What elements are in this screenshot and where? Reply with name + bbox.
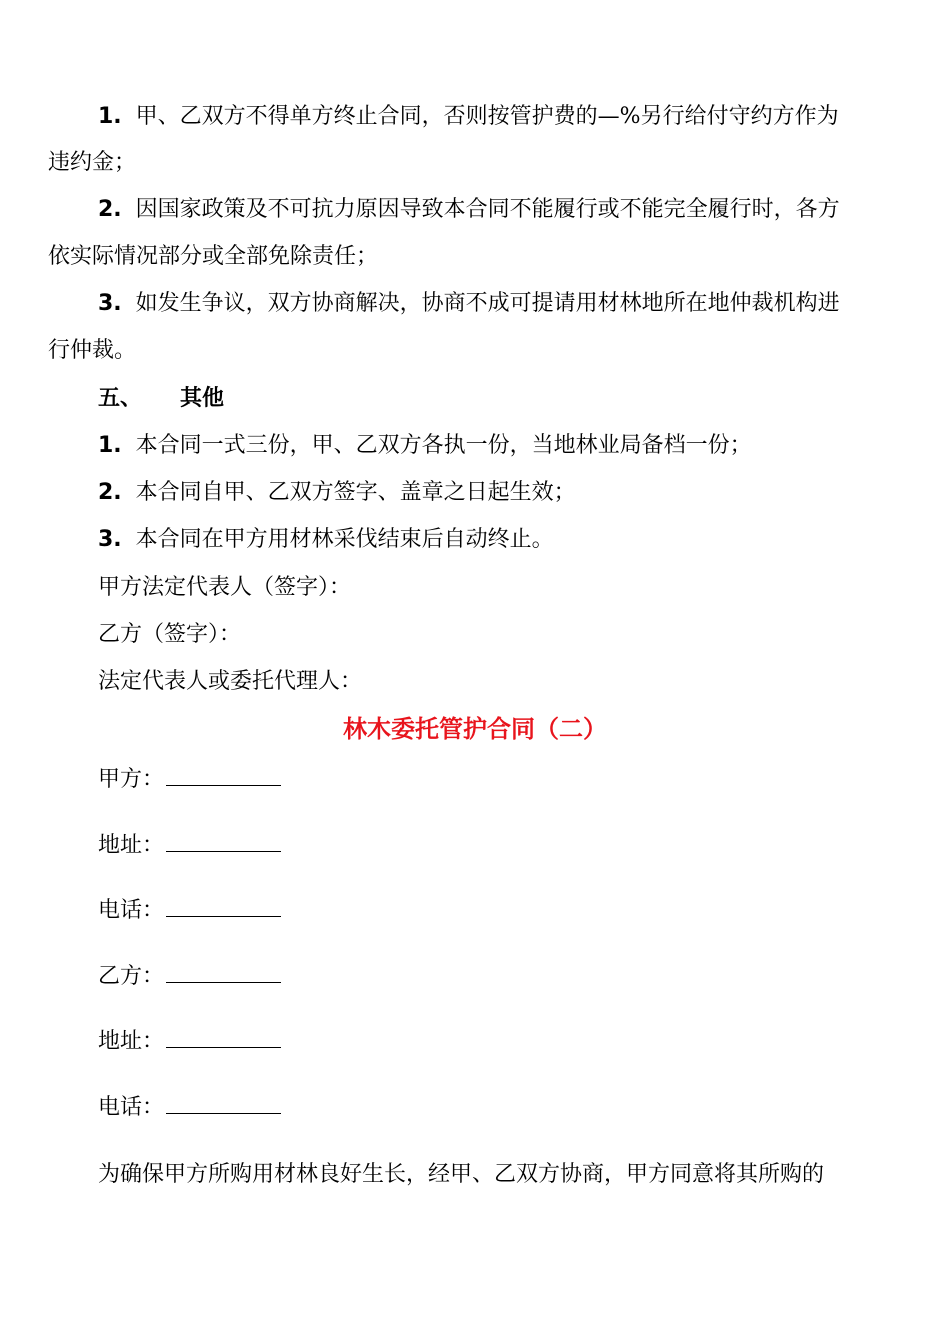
- clause-text: 违约金；: [48, 150, 137, 175]
- clause-2-line-2: [48, 244, 378, 270]
- fill-in-blank: [166, 1095, 281, 1114]
- fill-in-blank: [166, 898, 281, 917]
- field-party-a: [98, 767, 281, 793]
- section-5-item-1: [98, 433, 752, 459]
- item-number: 3.: [98, 527, 122, 552]
- item-text: 本合同一式三份，甲、乙双方各执一份，当地林业局备档一份；: [135, 433, 752, 458]
- field-phone-b: [98, 1095, 281, 1121]
- field-label: 电话：: [98, 1095, 165, 1120]
- clause-number: 2.: [98, 197, 122, 222]
- section-title: 其他: [180, 385, 225, 411]
- signature-party-a: 甲方法定代表人（签字）：: [98, 575, 352, 600]
- field-party-b: [98, 964, 281, 990]
- section-5-item-3: [98, 527, 554, 553]
- contract-2-intro: 为确保甲方所购用材林良好生长，经甲、乙双方协商，甲方同意将其所购的: [98, 1162, 825, 1187]
- item-text: 本合同自甲、乙双方签字、盖章之日起生效；: [135, 480, 576, 505]
- clause-text: 行仲裁。: [48, 338, 137, 363]
- section-number: 五、: [98, 385, 143, 411]
- fill-in-blank: [166, 1029, 281, 1048]
- item-text: 本合同在甲方用材林采伐结束后自动终止。: [135, 527, 554, 552]
- clause-3-line-1: [98, 291, 840, 317]
- clause-2-line-1: [98, 197, 840, 223]
- section-5-heading: [98, 385, 224, 411]
- clause-text: 如发生争议，双方协商解决，协商不成可提请用材林地所在地仲裁机构进: [135, 291, 840, 316]
- clause-text: 因国家政策及不可抗力原因导致本合同不能履行或不能完全履行时，各方: [135, 197, 840, 222]
- field-phone-a: [98, 898, 281, 924]
- signature-party-b: 乙方（签字）：: [98, 622, 242, 647]
- item-number: 1.: [98, 433, 122, 458]
- clause-3-line-2: [48, 338, 136, 364]
- field-label: 地址：: [98, 1029, 165, 1054]
- field-address-b: [98, 1029, 281, 1055]
- clause-1-line-2: [48, 150, 136, 176]
- field-label: 电话：: [98, 898, 165, 923]
- clause-number: 1.: [98, 104, 122, 129]
- clause-number: 3.: [98, 291, 122, 316]
- field-label: 甲方：: [98, 767, 165, 792]
- fill-in-blank: [166, 767, 281, 786]
- field-label: 地址：: [98, 833, 165, 858]
- item-number: 2.: [98, 480, 122, 505]
- clause-1-line-1: [98, 104, 839, 130]
- clause-text: 甲、乙双方不得单方终止合同，否则按管护费的—%另行给付守约方作为: [135, 104, 839, 129]
- signature-agent: 法定代表人或委托代理人：: [98, 669, 363, 694]
- field-address-a: [98, 833, 281, 859]
- contract-2-title: 林木委托管护合同（二）: [343, 714, 607, 743]
- field-label: 乙方：: [98, 964, 165, 989]
- clause-text: 依实际情况部分或全部免除责任；: [48, 244, 379, 269]
- fill-in-blank: [166, 833, 281, 852]
- section-5-item-2: [98, 480, 576, 506]
- fill-in-blank: [166, 964, 281, 983]
